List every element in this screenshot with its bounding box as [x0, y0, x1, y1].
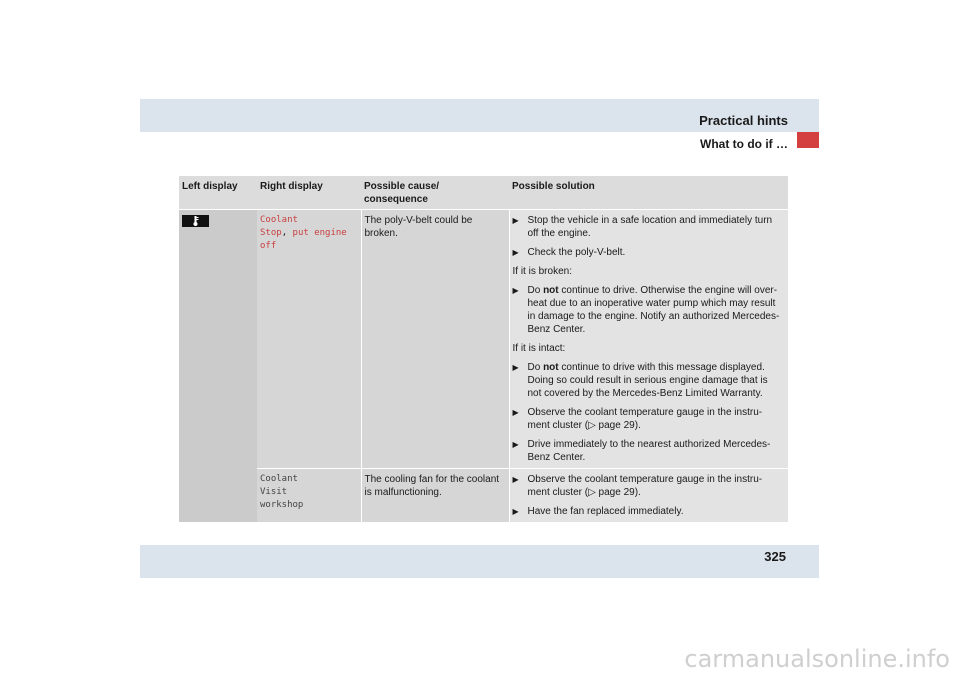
coolant-temperature-icon — [182, 215, 209, 227]
bullet-arrow-icon: ▶ — [512, 248, 519, 257]
solution-step — [513, 473, 785, 499]
solution-step — [513, 361, 785, 400]
subsection-title: What to do if … — [700, 137, 788, 151]
solution-step — [513, 406, 785, 432]
bullet-arrow-icon: ▶ — [512, 475, 519, 484]
solution-step — [513, 214, 785, 240]
left-display-cell — [179, 210, 257, 523]
header-possible-cause: Possible cause/ consequence — [361, 176, 509, 210]
step-text-part: continue to drive with this message displayed. Doing so could result in serious engine damage that is not covered by the Mercedes-Benz Limited Warranty. — [527, 362, 768, 399]
step-text: Stop the vehicle in a safe location and immediately turn off the engine. — [527, 215, 773, 239]
step-text-part: Do — [527, 285, 544, 296]
display-message-line: Visit — [260, 487, 288, 497]
display-text: put engine — [287, 228, 347, 238]
solution-step — [513, 438, 785, 464]
solution-step — [513, 284, 785, 336]
table-row — [179, 210, 788, 469]
right-display-cell — [257, 469, 361, 523]
watermark-text: carmanualsonline.info — [684, 645, 950, 673]
solution-cell — [509, 210, 788, 469]
page-number: 325 — [764, 549, 786, 564]
step-text — [528, 361, 785, 400]
footer-band — [140, 545, 819, 578]
step-emphasis: not — [543, 362, 559, 373]
step-text-part: Do — [527, 362, 544, 373]
right-display-cell — [257, 210, 361, 469]
cause-cell: The cooling fan for the coolant is malfunctioning. — [361, 469, 509, 523]
step-text: Drive immediately to the nearest authorized Mercedes-Benz Center. — [527, 439, 771, 463]
bullet-arrow-icon: ▶ — [512, 286, 519, 295]
bullet-arrow-icon: ▶ — [512, 440, 519, 449]
display-message-line: workshop — [260, 500, 304, 510]
table-row — [179, 469, 788, 523]
bullet-arrow-icon: ▶ — [512, 216, 519, 225]
display-comma: , — [281, 228, 288, 238]
display-message-line: off — [260, 241, 277, 251]
step-text — [528, 284, 785, 336]
header-left-display: Left display — [179, 176, 257, 210]
section-title: Practical hints — [699, 113, 788, 128]
display-message-line — [260, 227, 357, 240]
bullet-arrow-icon: ▶ — [512, 408, 519, 417]
step-text: Check the poly-V-belt. — [527, 247, 626, 258]
display-message-line: Coolant — [260, 474, 298, 484]
step-text: Observe the coolant temperature gauge in the instru-ment cluster (▷ page 29). — [527, 474, 763, 498]
bullet-arrow-icon: ▶ — [512, 507, 519, 516]
step-text: Observe the coolant temperature gauge in the instru-ment cluster (▷ page 29). — [527, 407, 763, 431]
condition-text: If it is broken: — [512, 266, 572, 277]
display-text: Stop — [260, 228, 282, 238]
cause-cell: The poly-V-belt could be broken. — [361, 210, 509, 469]
step-text: Have the fan replaced immediately. — [527, 506, 684, 517]
solution-step — [513, 246, 785, 259]
condition-text: If it is intact: — [512, 343, 566, 354]
section-tab-marker — [797, 132, 819, 148]
bullet-arrow-icon: ▶ — [512, 363, 519, 372]
display-message-line: Coolant — [260, 215, 298, 225]
step-text-part: continue to drive. Otherwise the engine will over-heat due to an inoperative water pump which may result in damage to the engine. Notify an authorized Mercedes-Benz Center. — [527, 285, 780, 335]
header-possible-solution: Possible solution — [509, 176, 788, 210]
step-emphasis: not — [543, 285, 559, 296]
hints-table — [179, 176, 788, 522]
solution-cell — [509, 469, 788, 523]
table-header-row — [179, 176, 788, 210]
solution-step — [513, 505, 785, 518]
header-right-display: Right display — [257, 176, 361, 210]
